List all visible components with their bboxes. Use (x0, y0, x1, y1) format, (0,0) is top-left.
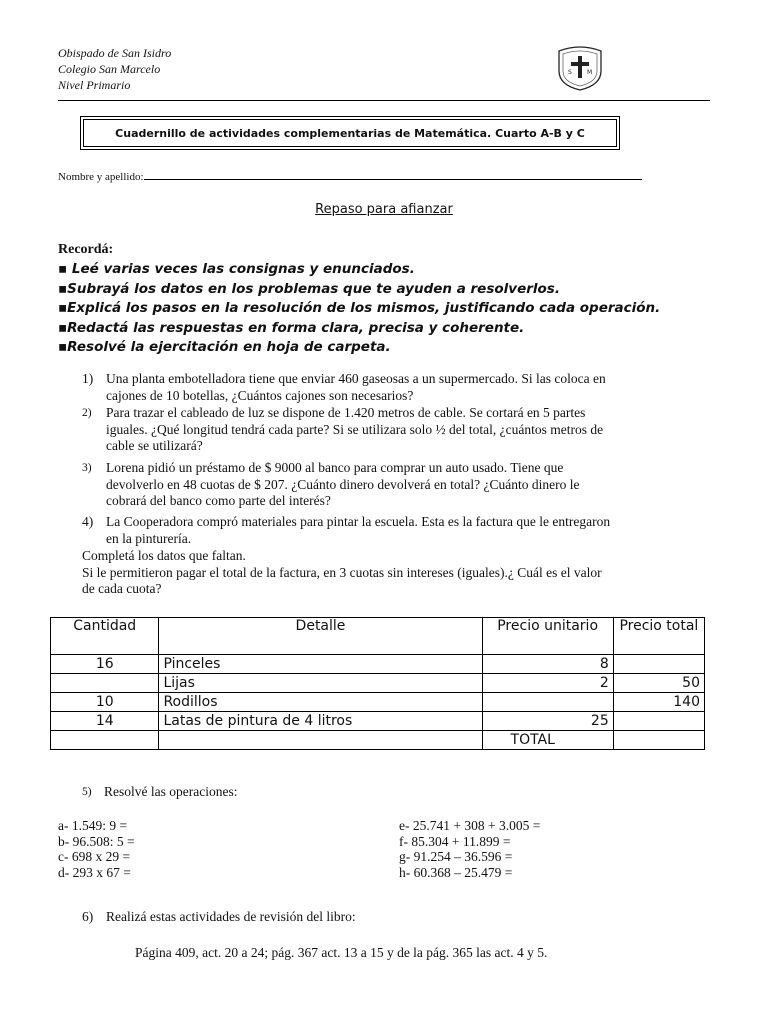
cell-detalle (159, 731, 482, 750)
operation-item: c- 698 x 29 = (58, 849, 131, 864)
cell-precio-total: 140 (613, 693, 704, 712)
operation-item: g- 91.254 – 36.596 = (399, 849, 513, 864)
problem-line: cajones de 10 botellas, ¿Cuántos cajones son necesarios? (106, 387, 414, 403)
recorda-item: ▪Redactá las respuestas en forma clara, precisa y coherente. (58, 319, 525, 336)
problem-line: cable se utilizará? (106, 438, 203, 453)
cell-precio-unitario (482, 693, 613, 712)
cell-total-label: TOTAL (482, 731, 613, 750)
problem-line: Si le permitieron pagar el total de la factura, en 3 cuotas sin intereses (iguales).¿ Cuál es el valor (82, 564, 602, 580)
problem-6-detail: Página 409, act. 20 a 24; pág. 367 act. 13 a 15 y de la pág. 365 las act. 4 y 5. (135, 945, 548, 960)
problem-number: 3) (82, 462, 92, 474)
cell-cantidad: 10 (51, 693, 159, 712)
operations-left (58, 818, 135, 880)
problem-number: 1) (82, 371, 94, 386)
invoice-table (50, 617, 705, 750)
cell-detalle: Lijas (159, 674, 482, 693)
table-row (51, 712, 705, 731)
header-precio-unitario: Precio unitario (482, 618, 613, 655)
cell-precio-total (613, 655, 704, 674)
document-title: Cuadernillo de actividades complementarias de Matemática. Cuarto A-B y C (115, 126, 585, 140)
table-header-row (51, 618, 705, 655)
cell-cantidad (51, 674, 159, 693)
name-label: Nombre y apellido: (58, 171, 144, 183)
cell-precio-unitario: 8 (482, 655, 613, 674)
cell-cantidad: 14 (51, 712, 159, 731)
header-line-1: Obispado de San Isidro (58, 46, 172, 60)
name-blank-line (144, 170, 642, 180)
recorda-heading: Recordá: (58, 242, 114, 257)
problem-line: Lorena pidió un préstamo de $ 9000 al banco para comprar un auto usado. Tiene que (106, 460, 564, 475)
problem-number: 4) (82, 514, 94, 529)
school-shield-cross-icon (555, 45, 605, 91)
problem-line: en la pinturería. (106, 530, 192, 546)
header-precio-total: Precio total (613, 618, 704, 655)
cell-precio-unitario: 2 (482, 674, 613, 693)
problem-line: Realizá estas actividades de revisión del libro: (106, 909, 356, 924)
document-title-box (80, 116, 620, 150)
problem-line: Una planta embotelladora tiene que enviar 460 gaseosas a un supermercado. Si las coloca en (106, 371, 606, 386)
logo-letter-m: M (587, 69, 593, 76)
problem-line: Completá los datos que faltan. (82, 548, 246, 563)
recorda-item: ▪ Leé varias veces las consignas y enunciados. (58, 261, 415, 277)
problem-line: iguales. ¿Qué longitud tendrá cada parte? Si se utilizara solo ½ del total, ¿cuántos metros de (106, 421, 604, 437)
operation-item: e- 25.741 + 308 + 3.005 = (399, 818, 541, 833)
recorda-item: ▪Resolvé la ejercitación en hoja de carpeta. (58, 339, 391, 355)
operation-item: h- 60.368 – 25.479 = (399, 864, 513, 880)
problem-number: 6) (82, 909, 94, 924)
operation-item: a- 1.549: 9 = (58, 818, 128, 833)
operation-item: b- 96.508: 5 = (58, 833, 135, 849)
cell-total-value (613, 731, 704, 750)
recorda-item: ▪Explicá los pasos en la resolución de los mismos, justificando cada operación. (58, 300, 661, 316)
problem-line: Resolvé las operaciones: (104, 784, 238, 799)
header-line-3: Nivel Primario (58, 78, 131, 92)
problem-number: 5) (82, 786, 92, 798)
problem-number: 2) (82, 407, 92, 419)
cell-precio-unitario: 25 (482, 712, 613, 731)
recorda-list (58, 260, 660, 358)
table-row (51, 655, 705, 674)
problem-4-instructions (82, 548, 722, 598)
cell-precio-total: 50 (613, 674, 704, 693)
problem-line: cobrará del banco como parte del interés? (106, 493, 331, 508)
recorda-item: ▪Subrayá los datos en los problemas que te ayuden a resolverlos. (58, 280, 560, 297)
header-detalle: Detalle (159, 618, 482, 655)
cell-detalle: Rodillos (159, 693, 482, 712)
cell-detalle: Pinceles (159, 655, 482, 674)
operations-right (399, 818, 540, 880)
cell-cantidad: 16 (51, 655, 159, 674)
operation-item: d- 293 x 67 = (58, 864, 131, 880)
header-cantidad: Cantidad (51, 618, 159, 655)
problem-line: Para trazar el cableado de luz se dispone de 1.420 metros de cable. Se cortará en 5 partes (106, 405, 586, 420)
cell-detalle: Latas de pintura de 4 litros (159, 712, 482, 731)
header-line-2: Colegio San Marcelo (58, 62, 161, 76)
name-field-row (58, 170, 642, 183)
table-total-row (51, 731, 705, 750)
header-divider (58, 100, 710, 101)
table-row (51, 693, 705, 712)
cell-cantidad (51, 731, 159, 750)
problem-line: La Cooperadora compró materiales para pintar la escuela. Esta es la factura que le entregaron (106, 514, 611, 529)
cell-precio-total (613, 712, 704, 731)
problem-line: devolverlo en 48 cuotas de $ 207. ¿Cuánto dinero devolverá en total? ¿Cuánto dinero le (106, 476, 580, 492)
logo-letter-s: S (568, 69, 572, 76)
operation-item: f- 85.304 + 11.899 = (399, 833, 511, 849)
table-row (51, 674, 705, 693)
section-subtitle: Repaso para afianzar (315, 202, 453, 217)
problem-line: de cada cuota? (82, 581, 162, 596)
